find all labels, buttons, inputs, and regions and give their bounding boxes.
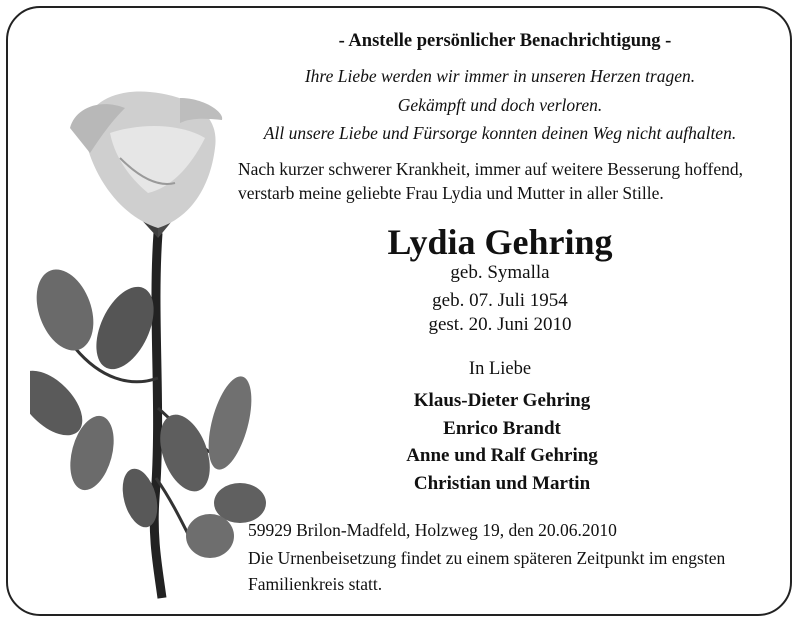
mourner-name: Anne und Ralf Gehring [406, 445, 598, 466]
deceased-name: Lydia Gehring [387, 222, 613, 262]
mourner-name: Christian und Martin [413, 473, 591, 494]
intro-line: Nach kurzer schwerer Krankheit, immer auf weitere Besserung hoffend, [238, 159, 744, 179]
notice-header: - Anstelle persönlicher Benachrichtigung - [338, 31, 672, 51]
death-date: gest. 20. Juni 2010 [428, 314, 572, 335]
burial-note-line: Familienkreis statt. [248, 574, 383, 594]
quote-line: All unsere Liebe und Fürsorge konnten deinen Weg nicht aufhalten. [263, 123, 737, 143]
rose-image [30, 78, 270, 603]
in-love-label: In Liebe [468, 359, 532, 379]
burial-note-line: Die Urnenbeisetzung findet zu einem späteren Zeitpunkt im engsten [248, 548, 726, 568]
quote-line: Gekämpft und doch verloren. [397, 95, 603, 115]
quote-line: Ihre Liebe werden wir immer in unseren Herzen tragen. [304, 66, 696, 86]
mourner-name: Enrico Brandt [443, 418, 561, 439]
mourner-name: Klaus-Dieter Gehring [413, 390, 591, 411]
birth-date: geb. 07. Juli 1954 [432, 290, 568, 311]
birth-name: geb. Symalla [450, 262, 550, 283]
address-date-line: 59929 Brilon-Madfeld, Holzweg 19, den 20.06.2010 [248, 520, 617, 540]
intro-line: verstarb meine geliebte Frau Lydia und Mutter in aller Stille. [238, 183, 664, 203]
